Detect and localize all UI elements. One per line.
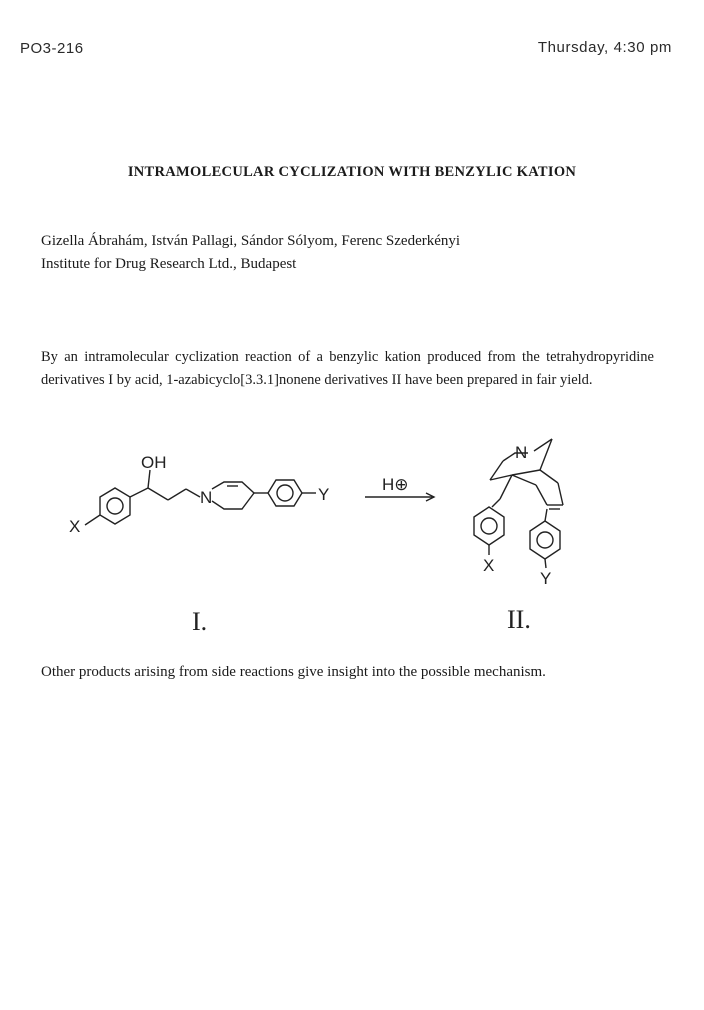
amine-nitrogen: N (200, 488, 213, 507)
substituent-y: Y (318, 485, 330, 504)
substituent-x: X (69, 517, 81, 536)
aromatic-circle (107, 498, 123, 514)
hydroxyl-group: OH (141, 453, 167, 472)
product-substituent-y: Y (540, 569, 552, 588)
bridgehead-nitrogen: N (515, 443, 528, 462)
acid-reagent: H⊕ (382, 475, 409, 494)
product-structure (474, 439, 563, 588)
aromatic-circle (537, 532, 553, 548)
product-substituent-x: X (483, 556, 495, 575)
product-aryl-ring-y (530, 521, 560, 559)
reactant-structure (69, 453, 329, 536)
product-aryl-ring-x (474, 507, 504, 545)
abstract-title: INTRAMOLECULAR CYCLIZATION WITH BENZYLIC KATION (127, 164, 577, 180)
session-time: Thursday, 4:30 pm (537, 39, 672, 56)
product-label: II. (507, 605, 531, 634)
reactant-aryl-ring-y (268, 480, 302, 506)
reaction-arrow (365, 475, 434, 501)
aromatic-circle (481, 518, 497, 534)
reactant-label: I. (192, 607, 208, 636)
reactant-aryl-ring-x (100, 488, 130, 524)
poster-code: PO3-216 (20, 40, 84, 57)
closing-remark: Other products arising from side reactions give insight into the possible mechanism. (41, 664, 546, 680)
aromatic-circle (277, 485, 293, 501)
author-list: Gizella Ábrahám, István Pallagi, Sándor Sólyom, Ferenc Szederkényi (41, 233, 461, 249)
reaction-scheme (0, 425, 704, 640)
abstract-body: By an intramolecular cyclization reaction of a benzylic kation produced from the tetrahydropyridine derivatives I by acid, 1-azabicyclo[3.3.1]nonene derivatives II have been prepared in fair yield. (41, 349, 654, 388)
affiliation: Institute for Drug Research Ltd., Budapest (41, 256, 297, 272)
